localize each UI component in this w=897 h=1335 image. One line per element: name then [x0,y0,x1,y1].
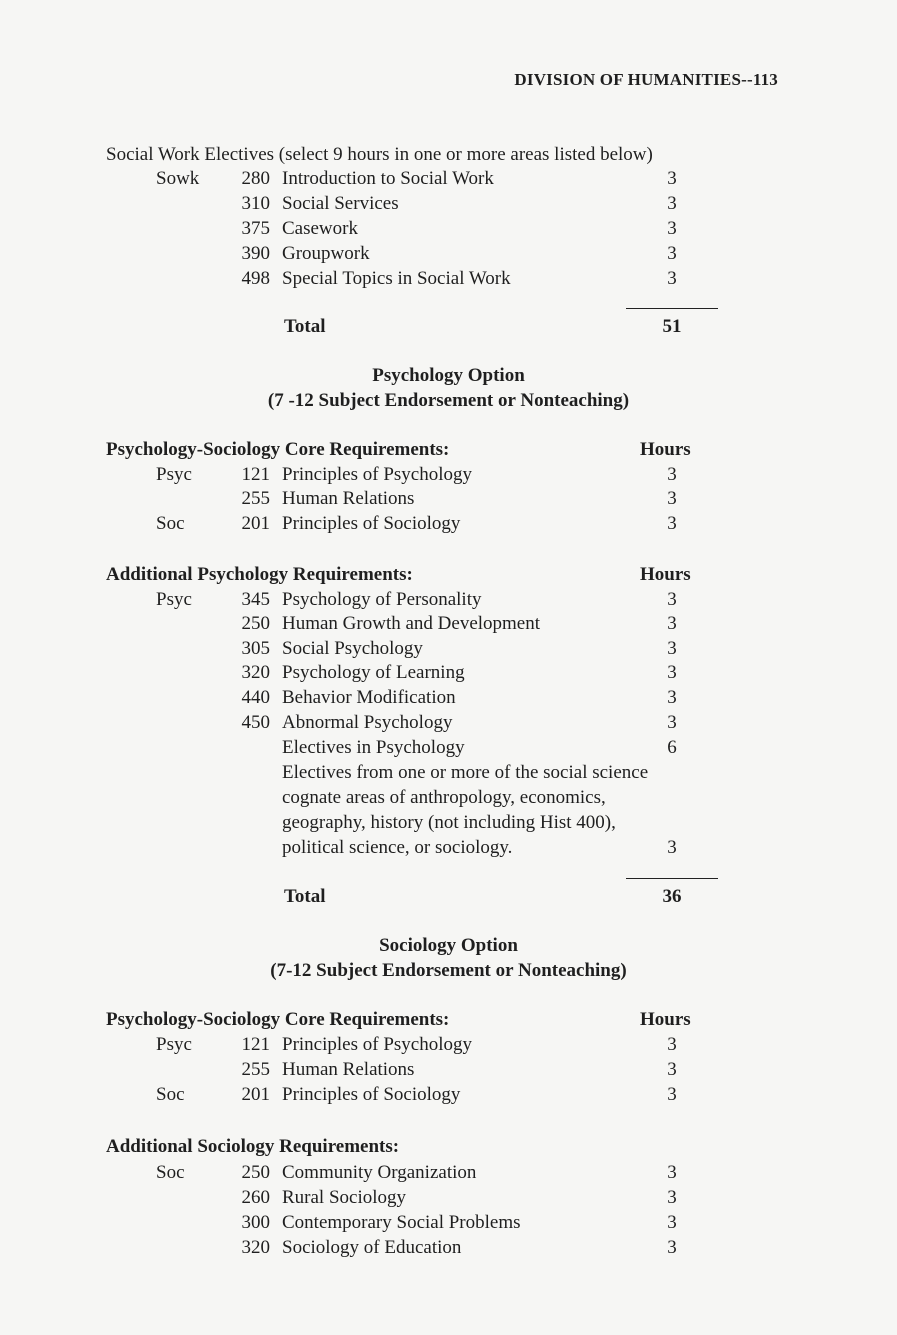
course-hours: 3 [667,1034,677,1055]
hours-heading: Hours [640,564,691,585]
course-row [0,1033,897,1057]
course-hours: 3 [667,513,677,534]
course-hours: 3 [667,168,677,189]
course-row [0,637,897,661]
total-label: Total [284,316,326,337]
course-row [0,487,897,511]
course-number: 121 [241,464,270,485]
course-number: 320 [241,662,270,683]
course-title: Human Growth and Development [282,613,541,634]
section-heading: Additional Psychology Requirements: [106,564,413,585]
course-title: Psychology of Personality [282,589,482,610]
total-value: 51 [662,316,682,337]
section-heading: Psychology-Sociology Core Requirements: [106,1009,450,1030]
course-dept: Psyc [156,589,192,610]
course-number: 390 [241,243,270,264]
course-hours: 3 [667,268,677,289]
course-number: 250 [241,1162,270,1183]
course-number: 375 [241,218,270,239]
course-number: 255 [241,488,270,509]
course-hours: 3 [667,1084,677,1105]
course-hours: 3 [667,613,677,634]
course-title: Abnormal Psychology [282,712,453,733]
total-value: 36 [662,886,682,907]
course-hours: 3 [667,589,677,610]
course-hours: 3 [667,662,677,683]
course-hours: 3 [667,837,677,858]
course-number: 201 [241,513,270,534]
course-dept: Psyc [156,1034,192,1055]
course-title: Sociology of Education [282,1237,462,1258]
course-dept: Soc [156,513,185,534]
course-hours: 3 [667,1059,677,1080]
course-number: 450 [241,712,270,733]
option-subtitle: (7 -12 Subject Endorsement or Nonteaching) [267,390,630,411]
section-heading: Additional Sociology Requirements: [106,1136,400,1157]
total-rule [626,308,718,309]
course-number: 280 [241,168,270,189]
electives-intro: Social Work Electives (select 9 hours in one or more areas listed below) [106,144,653,165]
course-hours: 3 [667,1237,677,1258]
section-heading: Psychology-Sociology Core Requirements: [106,439,450,460]
course-row [0,192,897,216]
course-number: 121 [241,1034,270,1055]
course-row [0,1211,897,1235]
course-hours: 3 [667,464,677,485]
course-title: Principles of Sociology [282,513,461,534]
course-row [0,167,897,191]
course-title: Groupwork [282,243,370,264]
course-number: 320 [241,1237,270,1258]
course-row [0,1161,897,1185]
course-row [0,661,897,685]
course-row [0,1236,897,1260]
course-number: 260 [241,1187,270,1208]
course-hours: 3 [667,712,677,733]
course-title: Special Topics in Social Work [282,268,511,289]
course-title: Casework [282,218,358,239]
course-title: Psychology of Learning [282,662,465,683]
course-row [0,1083,897,1107]
course-hours: 3 [667,1187,677,1208]
course-row [0,1186,897,1210]
course-row [0,736,897,760]
course-number: 498 [241,268,270,289]
course-hours: 3 [667,193,677,214]
course-title: Human Relations [282,488,415,509]
course-number: 255 [241,1059,270,1080]
course-title: Principles of Psychology [282,464,472,485]
total-label: Total [284,886,326,907]
course-title: Social Services [282,193,399,214]
course-title: Principles of Sociology [282,1084,461,1105]
social-science-note: Electives from one or more of the social science cognate areas of anthropology, economics, geography, history (not including Hist 400), political science, or sociology. [282,762,649,858]
hours-heading: Hours [640,439,691,460]
course-row [0,686,897,710]
course-number: 250 [241,613,270,634]
course-dept: Psyc [156,464,192,485]
course-dept: Sowk [156,168,200,189]
course-dept: Soc [156,1162,185,1183]
course-number: 440 [241,687,270,708]
course-title: Social Psychology [282,638,423,659]
course-row [0,512,897,536]
course-hours: 3 [667,687,677,708]
hours-heading: Hours [640,1009,691,1030]
course-row [0,242,897,266]
course-row [0,463,897,487]
option-title: Sociology Option [379,935,518,956]
course-hours: 6 [667,737,677,758]
course-row [0,217,897,241]
option-title: Psychology Option [372,365,525,386]
course-row [0,612,897,636]
course-hours: 3 [667,218,677,239]
course-title: Electives in Psychology [282,737,465,758]
option-subtitle: (7-12 Subject Endorsement or Nonteaching) [270,960,627,981]
course-title: Principles of Psychology [282,1034,472,1055]
course-number: 345 [241,589,270,610]
course-title: Introduction to Social Work [282,168,494,189]
course-title: Community Organization [282,1162,477,1183]
course-title: Behavior Modification [282,687,456,708]
course-hours: 3 [667,1212,677,1233]
course-number: 305 [241,638,270,659]
course-title: Human Relations [282,1059,415,1080]
course-row [0,267,897,291]
course-row [0,711,897,735]
course-hours: 3 [667,243,677,264]
course-number: 201 [241,1084,270,1105]
course-row [0,1058,897,1082]
total-rule [626,878,718,879]
course-hours: 3 [667,488,677,509]
social-science-hours-row [0,836,897,860]
course-dept: Soc [156,1084,185,1105]
course-number: 310 [241,193,270,214]
running-head: DIVISION OF HUMANITIES--113 [514,70,778,89]
course-title: Rural Sociology [282,1187,407,1208]
course-number: 300 [241,1212,270,1233]
course-title: Contemporary Social Problems [282,1212,521,1233]
course-hours: 3 [667,1162,677,1183]
course-row [0,588,897,612]
course-hours: 3 [667,638,677,659]
